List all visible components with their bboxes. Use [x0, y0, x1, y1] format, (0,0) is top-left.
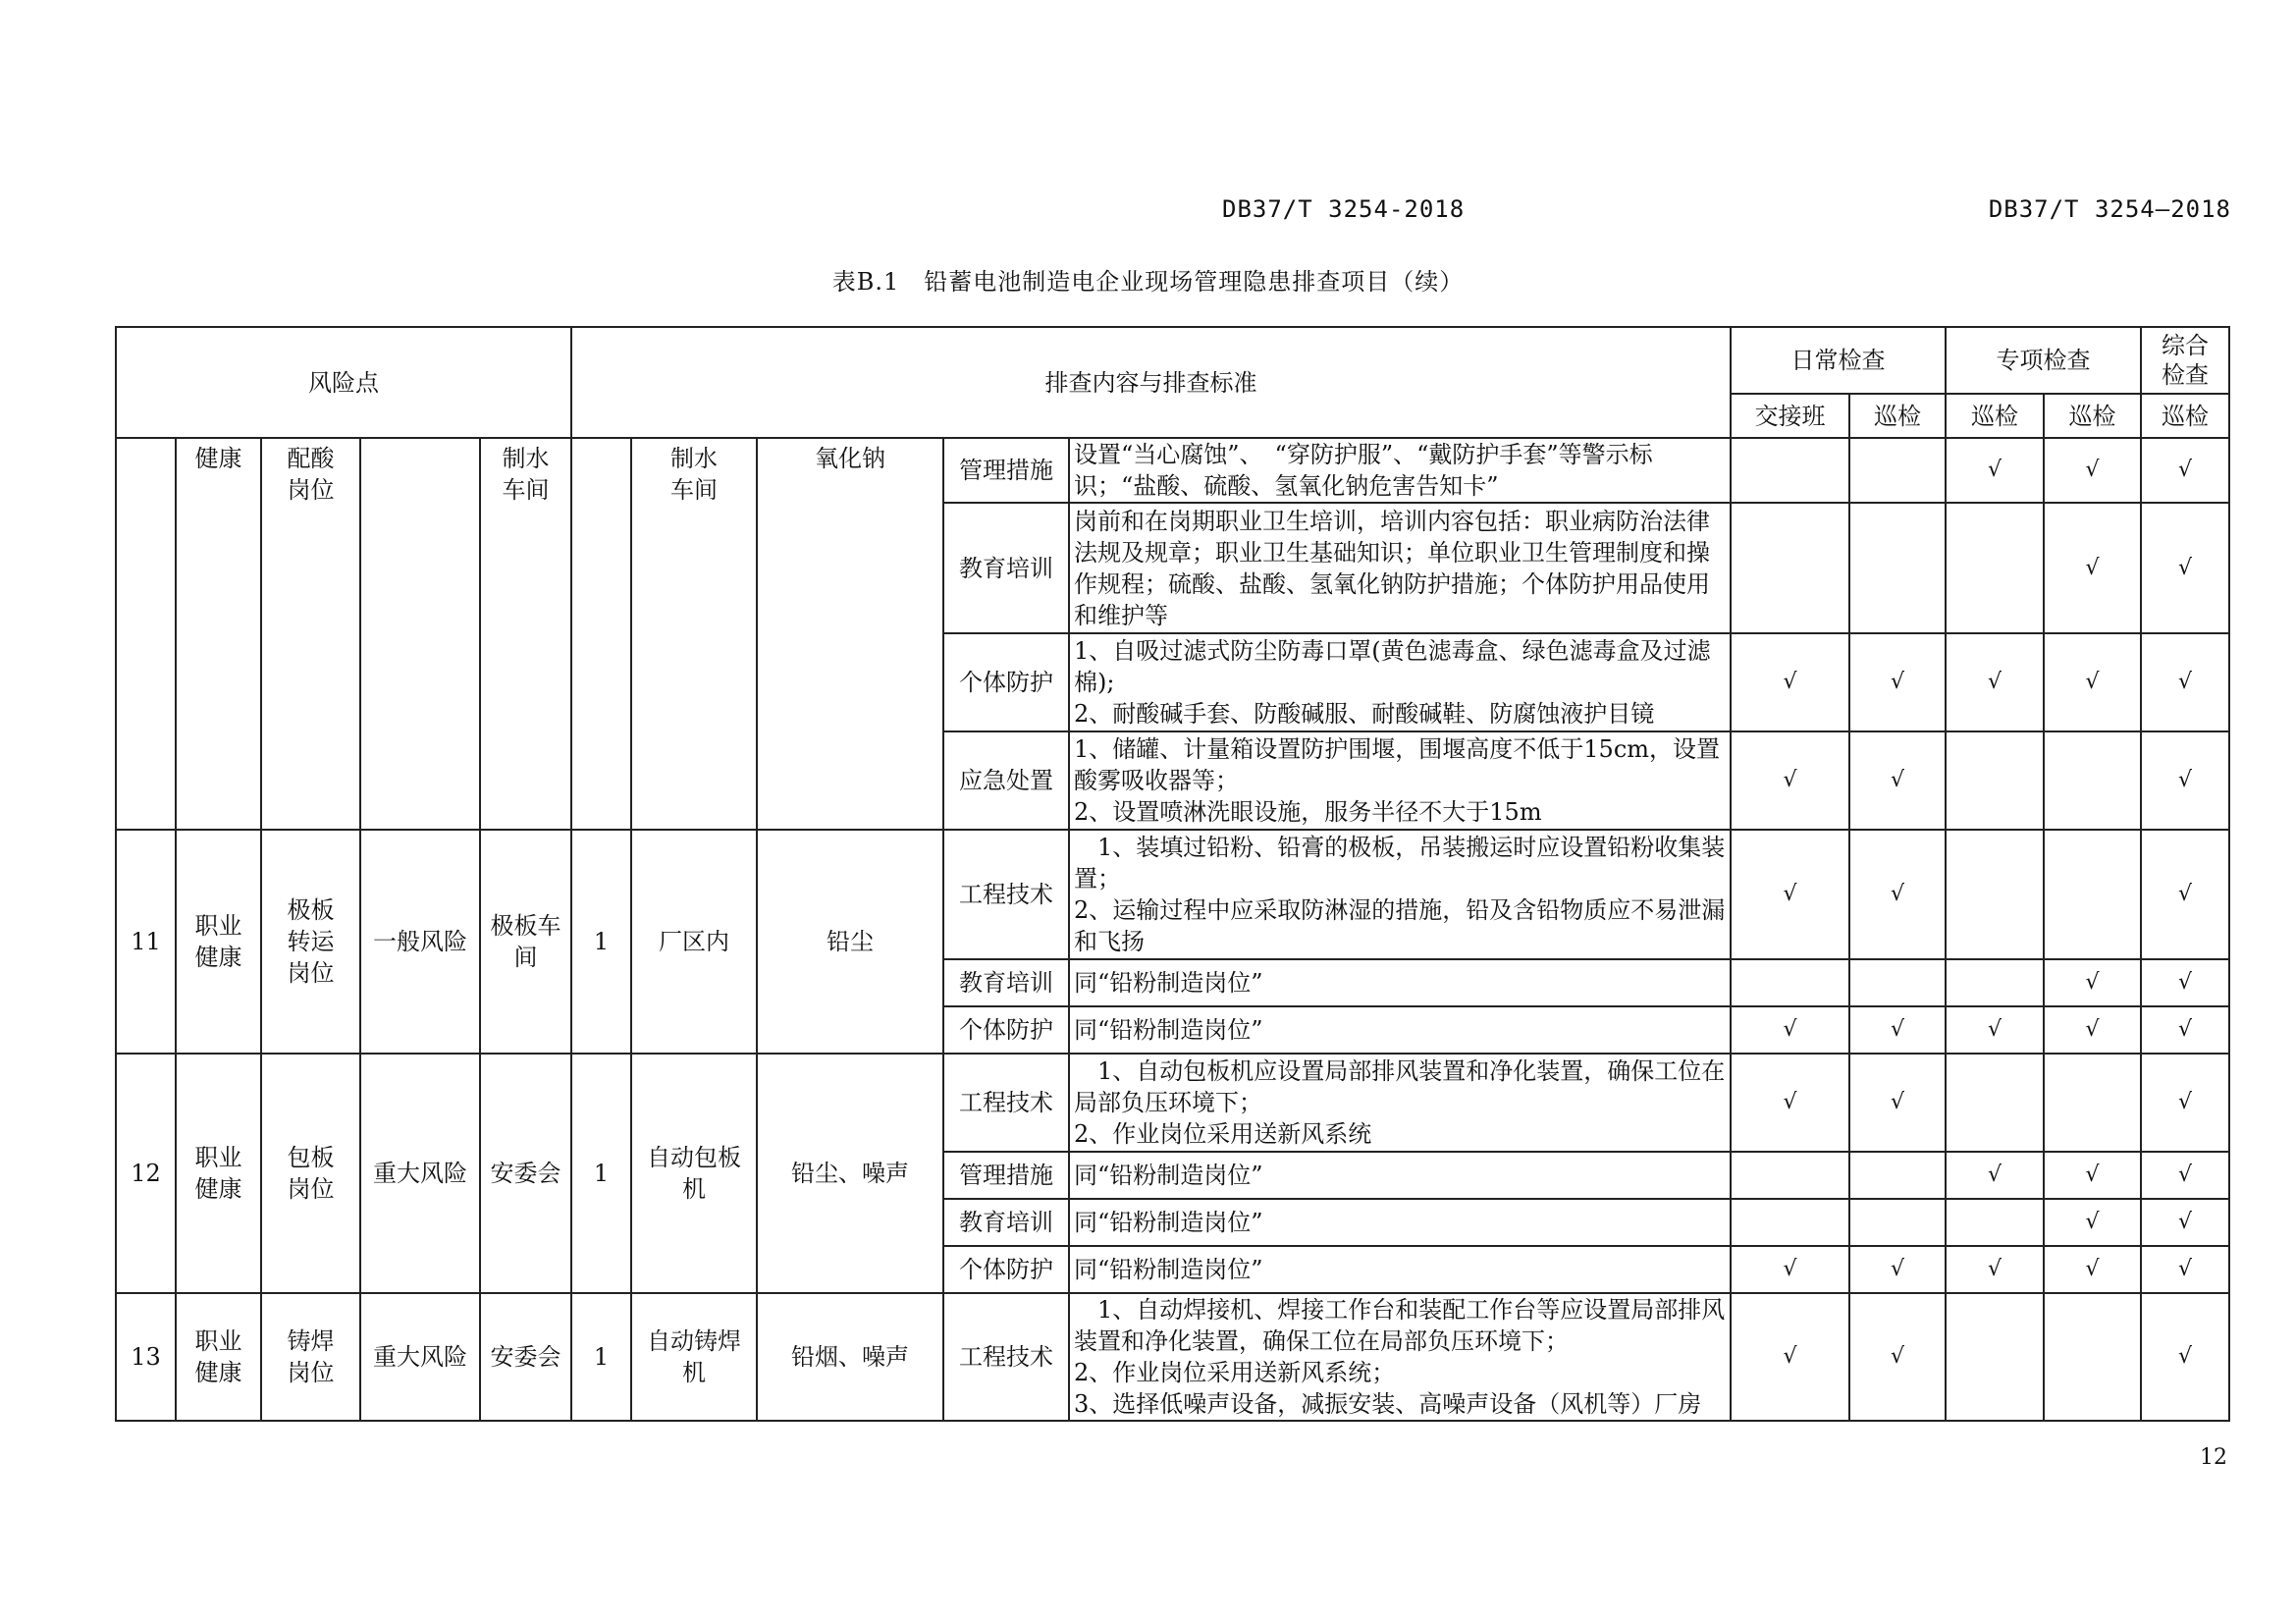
special-patrol-check-2-cell	[2044, 1006, 2141, 1054]
location-cell-text: 自动铸焊机	[647, 1327, 741, 1386]
comprehensive-patrol-check-cell	[2141, 1246, 2229, 1293]
location-cell	[631, 1293, 757, 1421]
comprehensive-patrol-check-cell	[2141, 959, 2229, 1006]
risk-type-cell-text: 职业健康	[194, 912, 242, 971]
responsible-unit-cell	[480, 1054, 571, 1293]
row-number-cell	[116, 1293, 176, 1421]
table-row	[116, 438, 2229, 503]
comprehensive-patrol-check-cell	[2141, 438, 2229, 503]
comprehensive-patrol-check-cell	[2141, 1054, 2229, 1152]
checkmark-icon: √	[1783, 670, 1797, 694]
comprehensive-label: 综合检查	[2162, 332, 2210, 389]
handover-check-cell	[1731, 1054, 1849, 1152]
special-patrol-check-2-cell	[2044, 1293, 2141, 1421]
inspection-category-cell: 教育培训	[943, 503, 1069, 633]
post-cell-text: 极板转运岗位	[287, 896, 335, 987]
header-special-check: 专项检查	[1946, 327, 2141, 394]
special-patrol-check-2-cell	[2044, 1246, 2141, 1293]
inspection-standard-cell: 同“铅粉制造岗位”	[1069, 1152, 1731, 1199]
quantity-cell	[571, 1293, 631, 1421]
checkmark-icon: √	[1783, 1017, 1797, 1042]
post-cell	[261, 1293, 360, 1421]
checkmark-icon: √	[2085, 670, 2100, 694]
table-row	[116, 1293, 2229, 1421]
table-row	[116, 830, 2229, 959]
responsible-unit-cell	[480, 438, 571, 830]
inspection-category-cell: 个体防护	[943, 1246, 1069, 1293]
quantity-cell-text: 1	[593, 1343, 610, 1371]
checkmark-icon: √	[1891, 1344, 1905, 1369]
table-row	[116, 1054, 2229, 1152]
checkmark-icon: √	[2085, 970, 2100, 995]
checkmark-icon: √	[2178, 1257, 2193, 1281]
header-daily-check: 日常检查	[1731, 327, 1946, 394]
special-patrol-check-2-cell	[2044, 633, 2141, 731]
inspection-standard-cell: 同“铅粉制造岗位”	[1069, 1199, 1731, 1246]
handover-check-cell	[1731, 830, 1849, 959]
inspection-standard-cell: 同“铅粉制造岗位”	[1069, 1006, 1731, 1054]
comprehensive-patrol-check-cell	[2141, 633, 2229, 731]
inspection-category-cell: 管理措施	[943, 1152, 1069, 1199]
checkmark-icon: √	[2178, 1017, 2193, 1042]
risk-type-cell-text: 健康	[194, 445, 242, 472]
checkmark-icon: √	[1891, 882, 1905, 906]
post-cell	[261, 438, 360, 830]
handover-check-cell	[1731, 438, 1849, 503]
inspection-standard-cell: 同“铅粉制造岗位”	[1069, 959, 1731, 1006]
subheader-patrol-comprehensive: 巡检	[2141, 394, 2229, 438]
checkmark-icon: √	[2085, 458, 2100, 482]
special-patrol-check-1-cell	[1946, 731, 2044, 830]
special-patrol-check-1-cell	[1946, 503, 2044, 633]
daily-patrol-check-cell	[1849, 1246, 1946, 1293]
hazard-factor-cell	[757, 830, 943, 1054]
responsible-unit-cell	[480, 830, 571, 1054]
checkmark-icon: √	[1891, 1257, 1905, 1281]
checkmark-icon: √	[2178, 670, 2193, 694]
checkmark-icon: √	[2178, 1210, 2193, 1234]
daily-patrol-check-cell	[1849, 438, 1946, 503]
checkmark-icon: √	[2178, 970, 2193, 995]
checkmark-icon: √	[2085, 1017, 2100, 1042]
responsible-unit-cell	[480, 1293, 571, 1421]
subheader-patrol-special-2: 巡检	[2044, 394, 2141, 438]
inspection-standard-cell: 1、自吸过滤式防尘防毒口罩(黄色滤毒盒、绿色滤毒盒及过滤棉); 2、耐酸碱手套、防酸碱服、耐酸碱鞋、防腐蚀液护目镜	[1069, 633, 1731, 731]
comprehensive-patrol-check-cell	[2141, 1152, 2229, 1199]
row-number-cell	[116, 438, 176, 830]
special-patrol-check-1-cell	[1946, 1054, 2044, 1152]
location-cell-text: 自动包板机	[647, 1144, 741, 1203]
quantity-cell	[571, 438, 631, 830]
special-patrol-check-1-cell	[1946, 1199, 2044, 1246]
inspection-category-cell: 教育培训	[943, 959, 1069, 1006]
responsible-unit-cell-text: 安委会	[490, 1160, 561, 1187]
inspection-category-cell: 管理措施	[943, 438, 1069, 503]
special-patrol-check-2-cell	[2044, 1199, 2141, 1246]
daily-patrol-check-cell	[1849, 959, 1946, 1006]
daily-patrol-check-cell	[1849, 1006, 1946, 1054]
inspection-standard-cell: 岗前和在岗期职业卫生培训，培训内容包括：职业病防治法律法规及规章；职业卫生基础知识；单位职业卫生管理制度和操作规程；硫酸、盐酸、氢氧化钠防护措施；个体防护用品使用和维护等	[1069, 503, 1731, 633]
risk-level-cell-text: 重大风险	[373, 1343, 467, 1371]
checkmark-icon: √	[2085, 1257, 2100, 1281]
special-patrol-check-2-cell	[2044, 731, 2141, 830]
checkmark-icon: √	[2178, 768, 2193, 792]
inspection-standard-cell: 1、储罐、计量箱设置防护围堰，围堰高度不低于15cm，设置酸雾吸收器等； 2、设置喷淋洗眼设施，服务半径不大于15m	[1069, 731, 1731, 830]
row-number-cell-text: 11	[131, 928, 161, 955]
hazard-factor-cell-text: 铅尘、噪声	[791, 1160, 910, 1187]
row-number-cell-text: 13	[131, 1343, 161, 1371]
inspection-standard-cell: 1、装填过铅粉、铅膏的极板，吊装搬运时应设置铅粉收集装置； 2、运输过程中应采取防淋湿的措施，铅及含铅物质应不易泄漏和飞扬	[1069, 830, 1731, 959]
handover-check-cell	[1731, 1199, 1849, 1246]
checkmark-icon: √	[1988, 1163, 2002, 1187]
inspection-category-cell: 个体防护	[943, 1006, 1069, 1054]
daily-patrol-check-cell	[1849, 503, 1946, 633]
checkmark-icon: √	[2178, 1163, 2193, 1187]
checkmark-icon: √	[2178, 882, 2193, 906]
inspection-standard-cell: 同“铅粉制造岗位”	[1069, 1246, 1731, 1293]
table-caption: 表B.1 铅蓄电池制造电企业现场管理隐患排查项目（续）	[831, 268, 1465, 296]
post-cell-text: 配酸岗位	[287, 445, 335, 504]
document-code-right: DB37/T 3254—2018	[1988, 195, 2231, 223]
post-cell	[261, 830, 360, 1054]
risk-level-cell-text: 一般风险	[373, 928, 467, 955]
handover-check-cell	[1731, 959, 1849, 1006]
hazard-factor-cell	[757, 438, 943, 830]
special-patrol-check-1-cell	[1946, 830, 2044, 959]
risk-level-cell	[360, 438, 480, 830]
location-cell	[631, 830, 757, 1054]
quantity-cell-text: 1	[593, 928, 610, 955]
handover-check-cell	[1731, 731, 1849, 830]
risk-level-cell	[360, 1293, 480, 1421]
checkmark-icon: √	[1988, 670, 2002, 694]
hazard-inspection-table	[115, 326, 2230, 1422]
hazard-factor-cell-text: 铅烟、噪声	[791, 1343, 910, 1371]
checkmark-icon: √	[1783, 1257, 1797, 1281]
special-patrol-check-2-cell	[2044, 959, 2141, 1006]
table-body	[116, 438, 2229, 1421]
comprehensive-patrol-check-cell	[2141, 1293, 2229, 1421]
inspection-category-cell: 教育培训	[943, 1199, 1069, 1246]
comprehensive-patrol-check-cell	[2141, 1199, 2229, 1246]
row-number-cell-text: 12	[131, 1160, 161, 1187]
post-cell	[261, 1054, 360, 1293]
row-number-cell	[116, 830, 176, 1054]
risk-type-cell	[176, 438, 261, 830]
risk-type-cell	[176, 1293, 261, 1421]
comprehensive-patrol-check-cell	[2141, 1006, 2229, 1054]
post-cell-text: 包板岗位	[287, 1144, 335, 1203]
subheader-patrol-daily: 巡检	[1849, 394, 1946, 438]
checkmark-icon: √	[1891, 1090, 1905, 1114]
inspection-category-cell: 工程技术	[943, 1054, 1069, 1152]
handover-check-cell	[1731, 1006, 1849, 1054]
quantity-cell-text: 1	[593, 1160, 610, 1187]
inspection-category-cell: 工程技术	[943, 1293, 1069, 1421]
responsible-unit-cell-text: 极板车间	[490, 912, 561, 971]
header-comprehensive-check	[2141, 327, 2229, 394]
hazard-factor-cell	[757, 1054, 943, 1293]
daily-patrol-check-cell	[1849, 1293, 1946, 1421]
special-patrol-check-1-cell	[1946, 1246, 2044, 1293]
hazard-factor-cell-text: 氧化钠	[815, 445, 886, 472]
checkmark-icon: √	[1891, 768, 1905, 792]
inspection-category-cell: 应急处置	[943, 731, 1069, 830]
special-patrol-check-1-cell	[1946, 959, 2044, 1006]
daily-patrol-check-cell	[1849, 1054, 1946, 1152]
checkmark-icon: √	[1783, 1090, 1797, 1114]
page-number: 12	[2200, 1445, 2227, 1470]
checkmark-icon: √	[2085, 1163, 2100, 1187]
checkmark-icon: √	[2178, 1344, 2193, 1369]
checkmark-icon: √	[1783, 768, 1797, 792]
checkmark-icon: √	[1891, 670, 1905, 694]
checkmark-icon: √	[1988, 458, 2002, 482]
subheader-handover: 交接班	[1731, 394, 1849, 438]
comprehensive-patrol-check-cell	[2141, 503, 2229, 633]
special-patrol-check-2-cell	[2044, 503, 2141, 633]
location-cell-text: 制水车间	[670, 445, 718, 504]
quantity-cell	[571, 1054, 631, 1293]
daily-patrol-check-cell	[1849, 731, 1946, 830]
inspection-category-cell: 个体防护	[943, 633, 1069, 731]
special-patrol-check-1-cell	[1946, 438, 2044, 503]
handover-check-cell	[1731, 1152, 1849, 1199]
checkmark-icon: √	[1783, 1344, 1797, 1369]
checkmark-icon: √	[1988, 1257, 2002, 1281]
daily-patrol-check-cell	[1849, 1199, 1946, 1246]
risk-type-cell	[176, 1054, 261, 1293]
comprehensive-patrol-check-cell	[2141, 830, 2229, 959]
special-patrol-check-2-cell	[2044, 830, 2141, 959]
special-patrol-check-1-cell	[1946, 633, 2044, 731]
special-patrol-check-2-cell	[2044, 438, 2141, 503]
inspection-standard-cell: 1、自动焊接机、焊接工作台和装配工作台等应设置局部排风装置和净化装置，确保工位在局部负压环境下； 2、作业岗位采用送新风系统； 3、选择低噪声设备，减振安装、高噪声设备（风机等）厂房	[1069, 1293, 1731, 1421]
checkmark-icon: √	[2178, 1090, 2193, 1114]
special-patrol-check-2-cell	[2044, 1152, 2141, 1199]
risk-level-cell-text: 重大风险	[373, 1160, 467, 1187]
header-inspection-content: 排查内容与排查标准	[571, 327, 1731, 438]
risk-level-cell	[360, 830, 480, 1054]
daily-patrol-check-cell	[1849, 633, 1946, 731]
checkmark-icon: √	[2085, 1210, 2100, 1234]
responsible-unit-cell-text: 安委会	[490, 1343, 561, 1371]
handover-check-cell	[1731, 503, 1849, 633]
subheader-patrol-special-1: 巡检	[1946, 394, 2044, 438]
risk-type-cell	[176, 830, 261, 1054]
comprehensive-patrol-check-cell	[2141, 731, 2229, 830]
location-cell-text: 厂区内	[659, 928, 729, 955]
hazard-factor-cell-text: 铅尘	[827, 928, 875, 955]
checkmark-icon: √	[2178, 458, 2193, 482]
checkmark-icon: √	[2178, 555, 2193, 580]
daily-patrol-check-cell	[1849, 1152, 1946, 1199]
row-number-cell	[116, 1054, 176, 1293]
document-code-left: DB37/T 3254-2018	[1222, 195, 1466, 223]
handover-check-cell	[1731, 633, 1849, 731]
location-cell	[631, 438, 757, 830]
checkmark-icon: √	[2085, 555, 2100, 580]
handover-check-cell	[1731, 1246, 1849, 1293]
inspection-standard-cell: 设置“当心腐蚀”、 “穿防护服”、“戴防护手套”等警示标识；“盐酸、硫酸、氢氧化钠危害告知卡”	[1069, 438, 1731, 503]
special-patrol-check-1-cell	[1946, 1152, 2044, 1199]
checkmark-icon: √	[1783, 882, 1797, 906]
post-cell-text: 铸焊岗位	[287, 1327, 335, 1386]
responsible-unit-cell-text: 制水车间	[502, 445, 550, 504]
location-cell	[631, 1054, 757, 1293]
special-patrol-check-1-cell	[1946, 1006, 2044, 1054]
risk-type-cell-text: 职业健康	[194, 1327, 242, 1386]
checkmark-icon: √	[1988, 1017, 2002, 1042]
handover-check-cell	[1731, 1293, 1849, 1421]
risk-type-cell-text: 职业健康	[194, 1144, 242, 1203]
special-patrol-check-2-cell	[2044, 1054, 2141, 1152]
header-risk-point: 风险点	[116, 327, 571, 438]
risk-level-cell	[360, 1054, 480, 1293]
inspection-category-cell: 工程技术	[943, 830, 1069, 959]
daily-patrol-check-cell	[1849, 830, 1946, 959]
checkmark-icon: √	[1891, 1017, 1905, 1042]
hazard-factor-cell	[757, 1293, 943, 1421]
quantity-cell	[571, 830, 631, 1054]
special-patrol-check-1-cell	[1946, 1293, 2044, 1421]
inspection-standard-cell: 1、自动包板机应设置局部排风装置和净化装置，确保工位在局部负压环境下； 2、作业岗位采用送新风系统	[1069, 1054, 1731, 1152]
